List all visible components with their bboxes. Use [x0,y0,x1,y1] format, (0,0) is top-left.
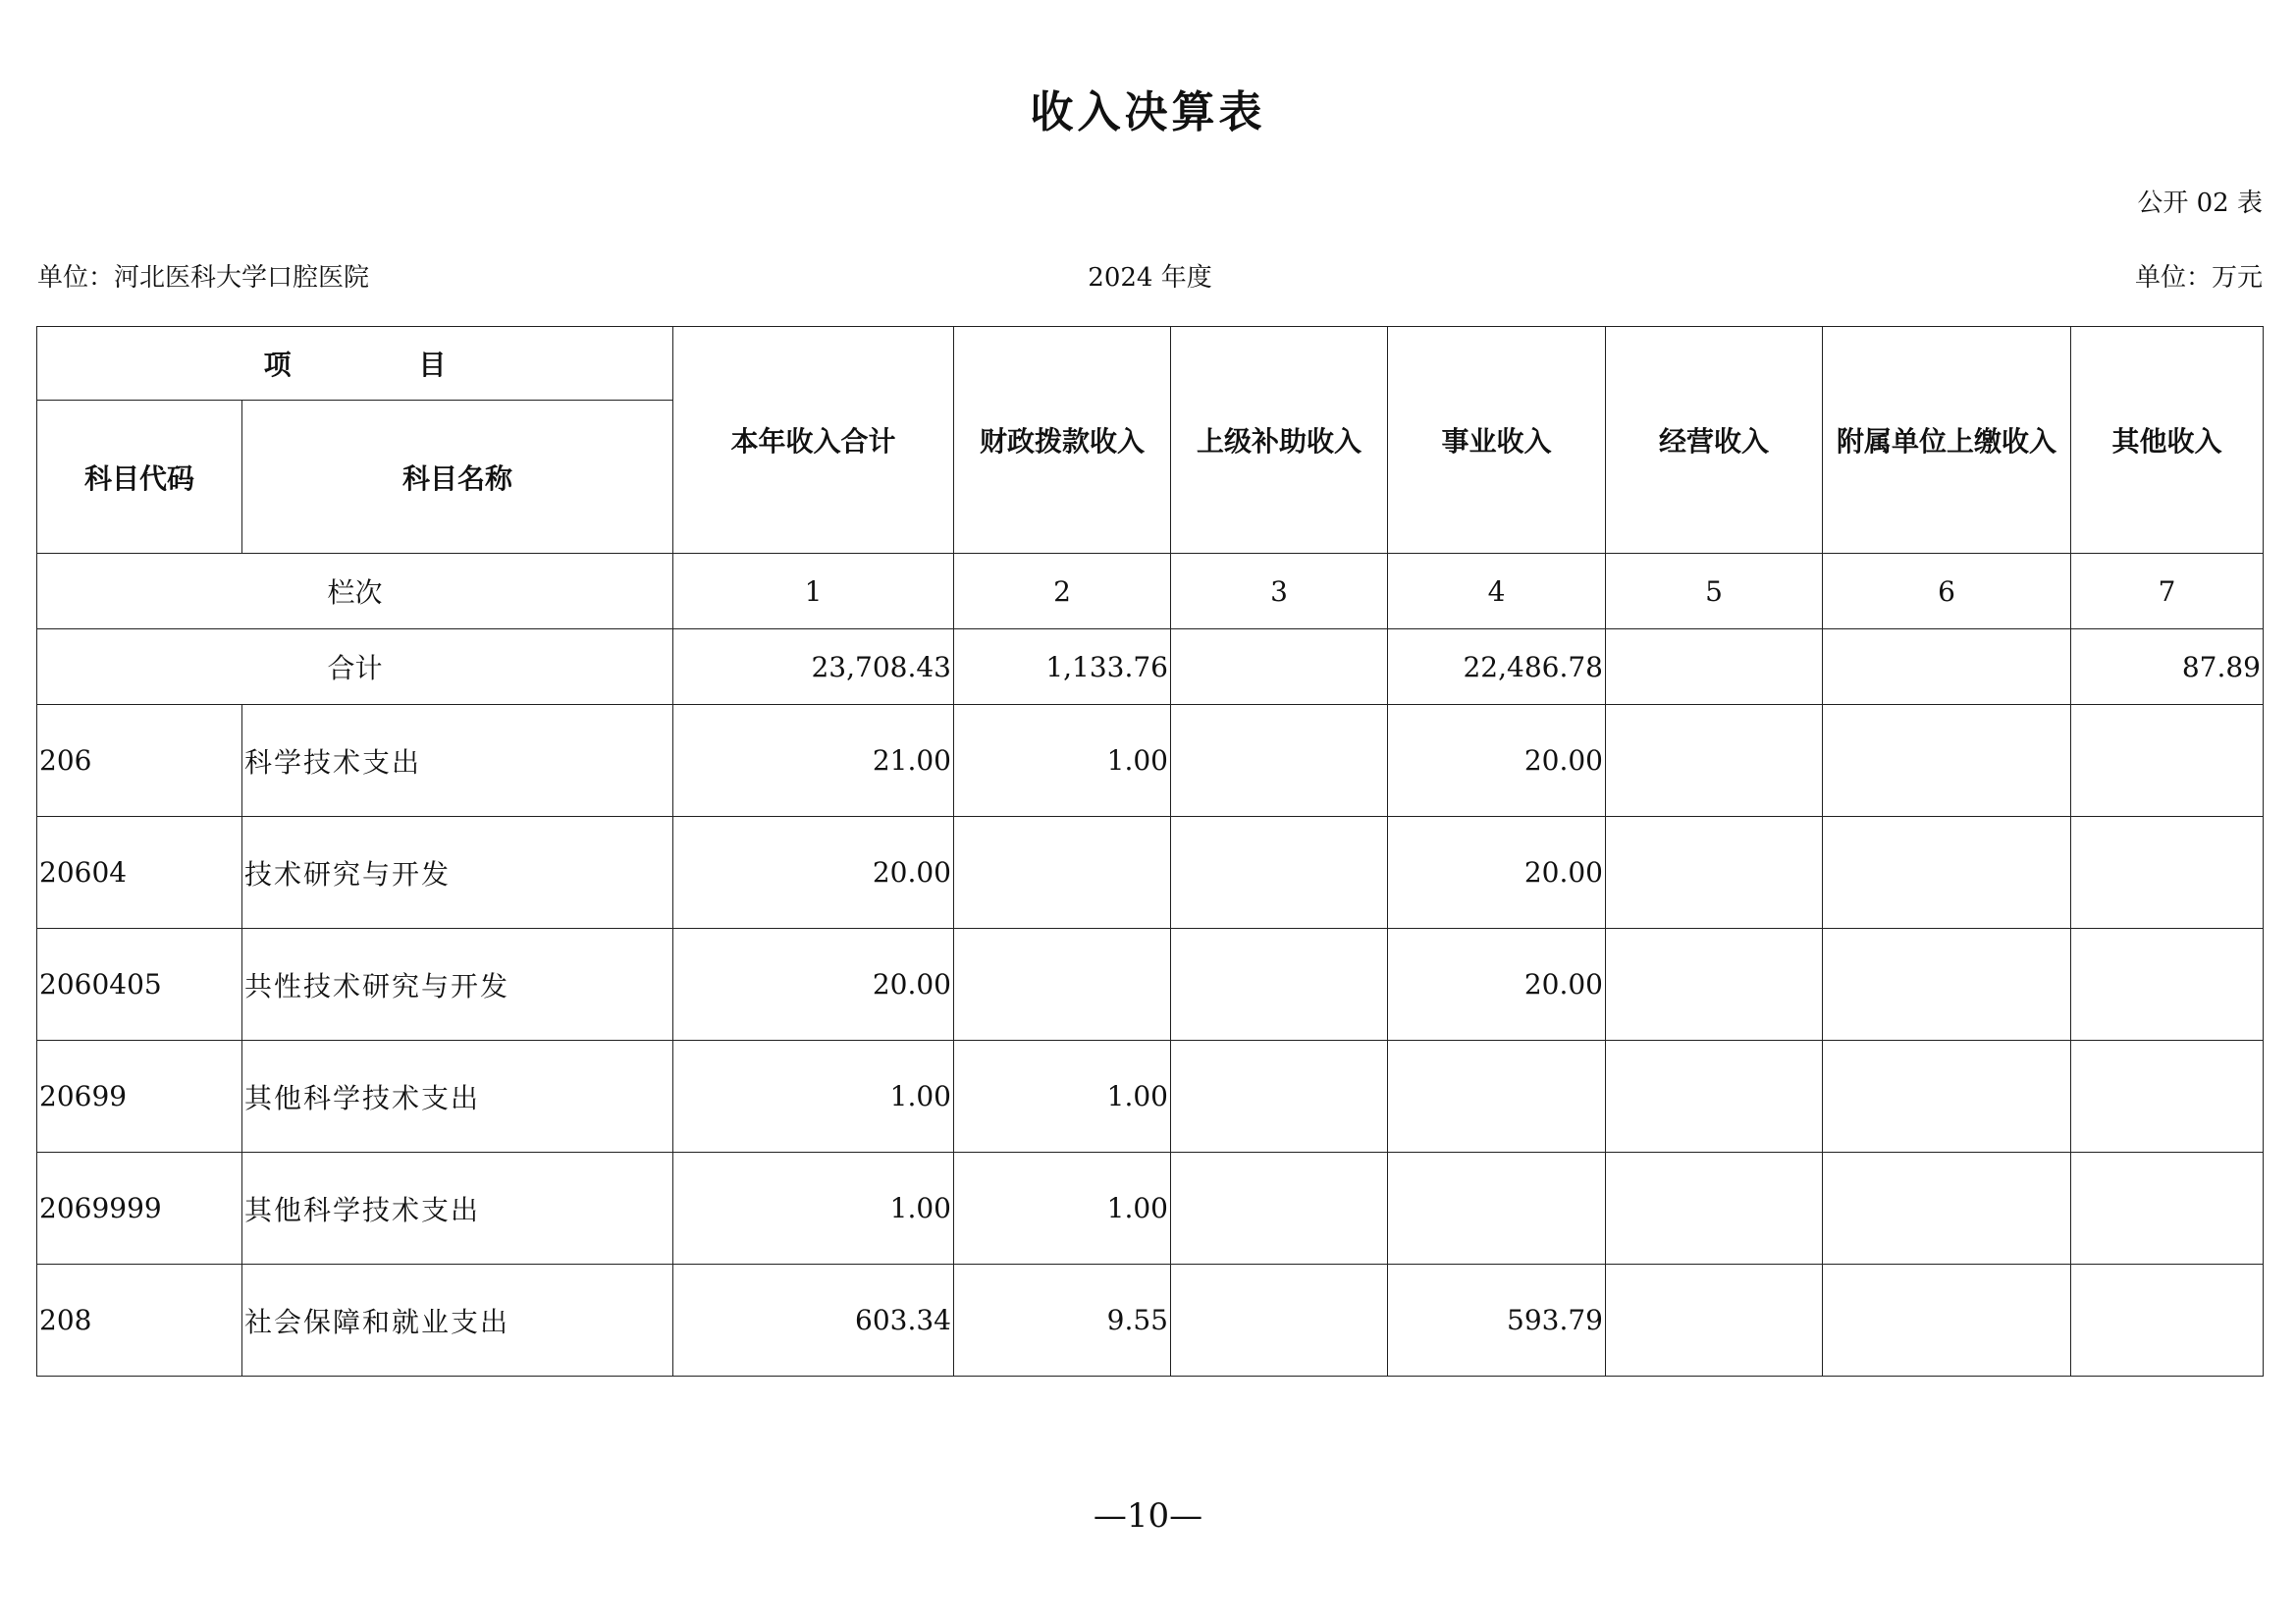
column-number-row [37,554,2264,629]
cell-value [954,929,1171,1041]
total-label: 合计 [37,629,673,705]
subject-code: 206 [37,705,242,817]
cell-value: 21.00 [673,705,954,817]
report-year: 2024 年度 [1088,263,1212,293]
cell-value [1171,1153,1388,1265]
cell-value: 603.34 [673,1265,954,1377]
form-number: 公开 02 表 [2137,189,2263,218]
cell-value [1606,929,1823,1041]
total-value: 23,708.43 [673,629,954,705]
cell-value: 1.00 [673,1153,954,1265]
total-value: 22,486.78 [1388,629,1606,705]
unit-currency: 单位：万元 [2134,263,2263,293]
subject-code: 208 [37,1265,242,1377]
cell-value [1823,817,2071,929]
total-value: 87.89 [2071,629,2264,705]
total-value: 1,133.76 [954,629,1171,705]
cell-value: 9.55 [954,1265,1171,1377]
cell-value [1606,1265,1823,1377]
cell-value [1171,817,1388,929]
cell-value: 1.00 [954,1041,1171,1153]
subject-name: 共性技术研究与开发 [242,929,673,1041]
header-project: 项 目 [37,327,673,401]
table-row [37,1153,2264,1265]
table-row [37,929,2264,1041]
header-fiscal-income: 财政拨款收入 [954,327,1171,554]
subject-code: 20699 [37,1041,242,1153]
header-business-income: 事业收入 [1388,327,1606,554]
cell-value [2071,929,2264,1041]
cell-value [1606,705,1823,817]
report-meta [37,257,2263,297]
cell-value [1606,817,1823,929]
cell-value [2071,1041,2264,1153]
cell-value: 20.00 [1388,705,1606,817]
cell-value [2071,1265,2264,1377]
cell-value [1823,1153,2071,1265]
unit-organization: 单位：河北医科大学口腔医院 [37,263,370,293]
header-total-income: 本年收入合计 [673,327,954,554]
total-value [1606,629,1823,705]
cell-value [1823,1041,2071,1153]
cell-value [954,817,1171,929]
cell-value [1388,1153,1606,1265]
cell-value [2071,1153,2264,1265]
subject-name: 社会保障和就业支出 [242,1265,673,1377]
cell-value: 20.00 [1388,817,1606,929]
subject-name: 科学技术支出 [242,705,673,817]
column-number: 4 [1388,554,1606,629]
cell-value: 20.00 [673,929,954,1041]
table-row [37,1041,2264,1153]
total-row [37,629,2264,705]
page-number: —10— [1093,1496,1203,1536]
header-other-income: 其他收入 [2071,327,2264,554]
cell-value: 20.00 [1388,929,1606,1041]
column-number: 6 [1823,554,2071,629]
header-subject-code: 科目代码 [37,401,242,554]
subject-code: 2069999 [37,1153,242,1265]
cell-value [1823,705,2071,817]
subject-name: 其他科学技术支出 [242,1153,673,1265]
page-title: 收入决算表 [1030,87,1266,137]
subject-name: 其他科学技术支出 [242,1041,673,1153]
table-row [37,705,2264,817]
total-value [1823,629,2071,705]
column-number: 3 [1171,554,1388,629]
cell-value [1171,1265,1388,1377]
cell-value [1823,929,2071,1041]
subject-code: 20604 [37,817,242,929]
subject-name: 技术研究与开发 [242,817,673,929]
cell-value [1606,1041,1823,1153]
header-operating-income: 经营收入 [1606,327,1823,554]
column-number: 7 [2071,554,2264,629]
cell-value [1606,1153,1823,1265]
column-number: 2 [954,554,1171,629]
cell-value: 20.00 [673,817,954,929]
cell-value [1388,1041,1606,1153]
cell-value: 1.00 [673,1041,954,1153]
cell-value [1171,929,1388,1041]
column-number: 5 [1606,554,1823,629]
cell-value [1823,1265,2071,1377]
cell-value: 1.00 [954,705,1171,817]
income-final-accounts-table [36,326,2264,1377]
cell-value [1171,705,1388,817]
cell-value: 1.00 [954,1153,1171,1265]
total-value [1171,629,1388,705]
table-row [37,817,2264,929]
table-row [37,1265,2264,1377]
header-subject-name: 科目名称 [242,401,673,554]
cell-value: 593.79 [1388,1265,1606,1377]
column-number: 1 [673,554,954,629]
header-superior-subsidy: 上级补助收入 [1171,327,1388,554]
column-number-label: 栏次 [37,554,673,629]
cell-value [2071,817,2264,929]
subject-code: 2060405 [37,929,242,1041]
header-affiliated-income: 附属单位上缴收入 [1823,327,2071,554]
cell-value [2071,705,2264,817]
cell-value [1171,1041,1388,1153]
